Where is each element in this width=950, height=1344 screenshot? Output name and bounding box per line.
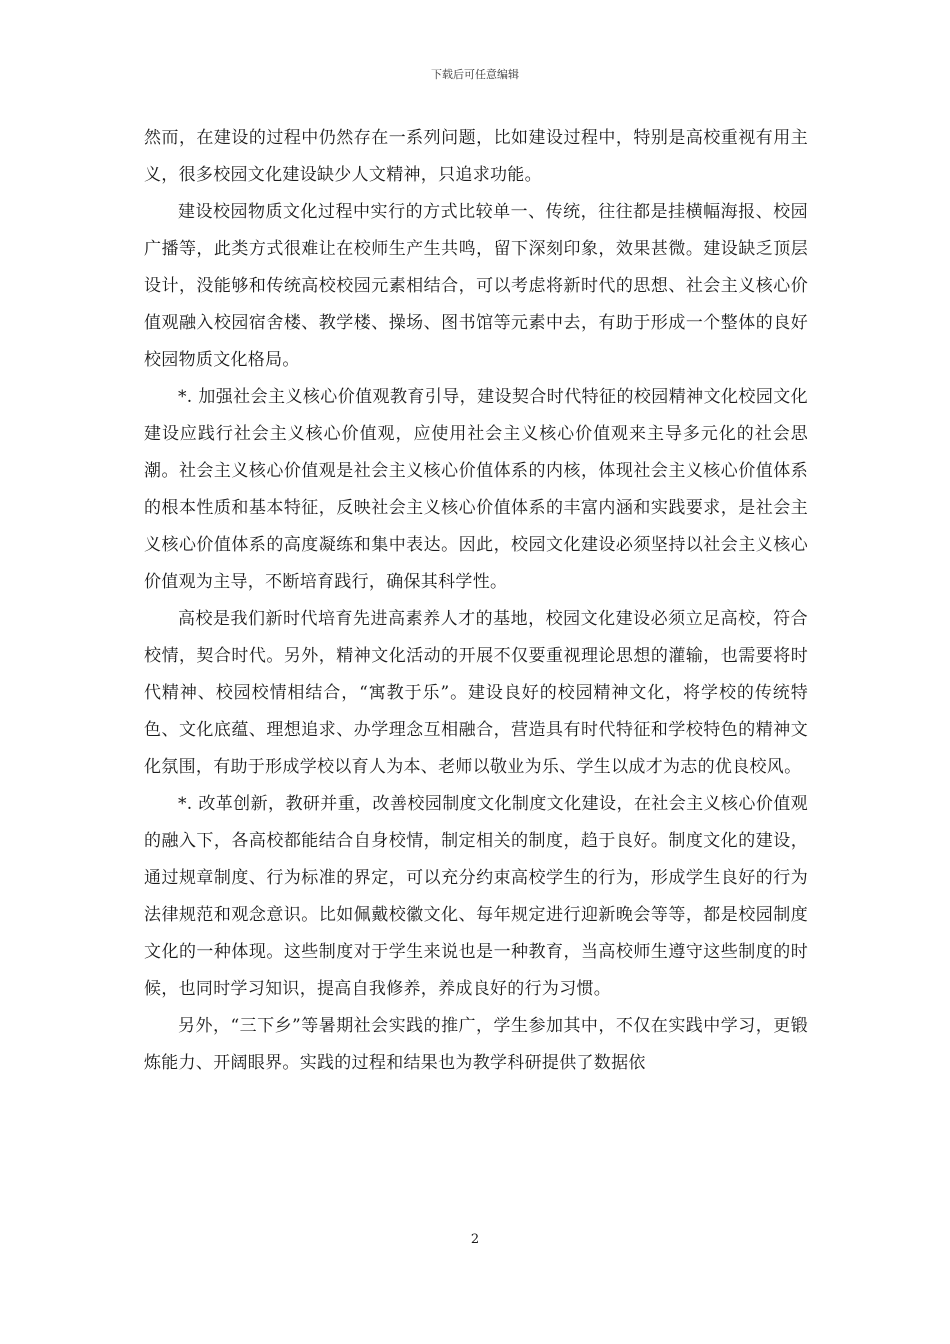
paragraph-3: *. 加强社会主义核心价值观教育引导，建设契合时代特征的校园精神文化校园文化建设应践行社会主义核心价值观，应使用社会主义核心价值观来主导多元化的社会思潮。社会主义核心价值观是社会主义核心价值体系的内核，体现社会主义核心价值体系的根本性质和基本特征，反映社会主义核心价值体系的丰富内涵和实践要求，是社会主义核心价值体系的高度凝练和集中表达。因此，校园文化建设必须坚持以社会主义核心价值观为主导，不断培育践行，确保其科学性。 [144, 387, 808, 592]
page-header: 下载后可任意编辑 [431, 68, 519, 81]
paragraph-6: 另外，“三下乡”等暑期社会实践的推广，学生参加其中，不仅在实践中学习，更锻炼能力、开阔眼界。实践的过程和结果也为教学科研提供了数据依 [144, 1016, 808, 1073]
paragraph-2: 建设校园物质文化过程中实行的方式比较单一、传统，往往都是挂横幅海报、校园广播等，此类方式很难让在校师生产生共鸣，留下深刻印象，效果甚微。建设缺乏顶层设计，没能够和传统高校校园元素相结合，可以考虑将新时代的思想、社会主义核心价值观融入校园宿舍楼、教学楼、操场、图书馆等元素中去，有助于形成一个整体的良好校园物质文化格局。 [144, 202, 808, 370]
paragraph-4: 高校是我们新时代培育先进高素养人才的基地，校园文化建设必须立足高校，符合校情，契合时代。另外，精神文化活动的开展不仅要重视理论思想的灌输，也需要将时代精神、校园校情相结合，“寓教于乐”。建设良好的校园精神文化，将学校的传统特色、文化底蕴、理想追求、办学理念互相融合，营造具有时代特征和学校特色的精神文化氛围，有助于形成学校以育人为本、老师以敬业为乐、学生以成才为志的优良校风。 [144, 609, 808, 777]
paragraph-1: 然而，在建设的过程中仍然存在一系列问题，比如建设过程中，特别是高校重视有用主义，很多校园文化建设缺少人文精神，只追求功能。 [144, 128, 808, 185]
page-number: 2 [470, 1232, 480, 1247]
paragraph-5: *. 改革创新，教研并重，改善校园制度文化制度文化建设，在社会主义核心价值观的融入下，各高校都能结合自身校情，制定相关的制度，趋于良好。制度文化的建设，通过规章制度、行为标准的界定，可以充分约束高校学生的行为，形成学生良好的行为法律规范和观念意识。比如佩戴校徽文化、每年规定进行迎新晚会等等，都是校园制度文化的一种体现。这些制度对于学生来说也是一种教育，当高校师生遵守这些制度的时候，也同时学习知识，提高自我修养，养成良好的行为习惯。 [144, 794, 808, 999]
body-text [144, 120, 808, 1082]
